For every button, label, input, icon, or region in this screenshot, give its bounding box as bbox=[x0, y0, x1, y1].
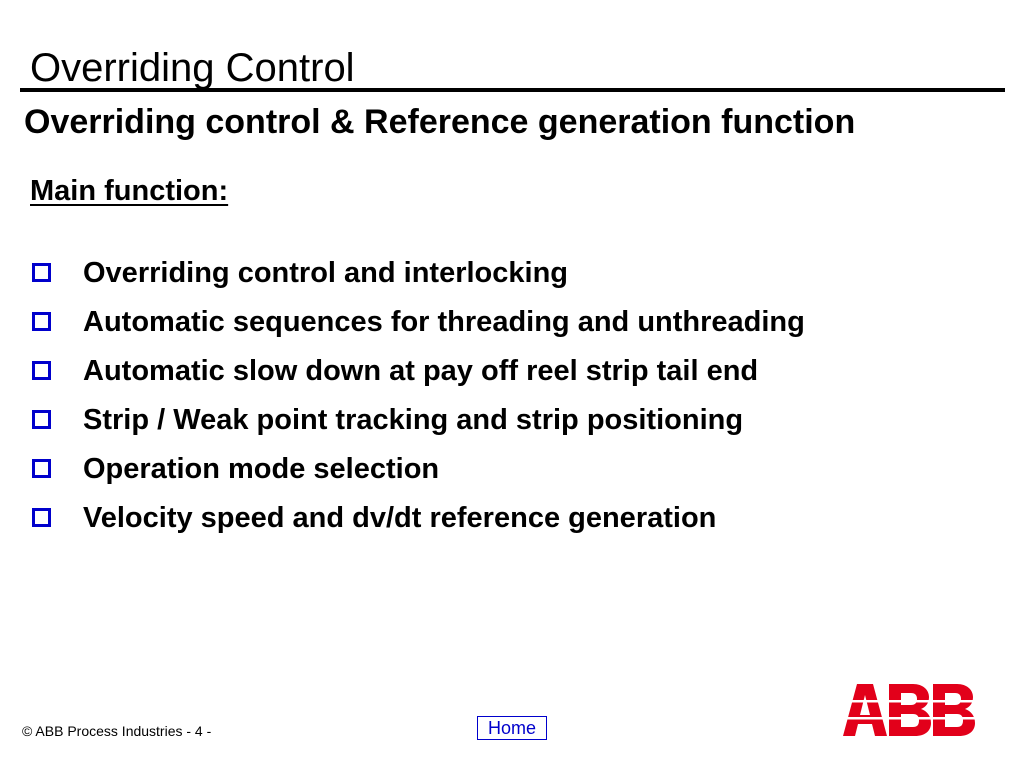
bullet-item bbox=[32, 346, 805, 395]
bullet-text: Velocity speed and dv/dt reference generation bbox=[83, 501, 717, 534]
bullet-text: Operation mode selection bbox=[83, 452, 440, 485]
hollow-square-bullet-icon bbox=[32, 312, 51, 331]
slide-subtitle: Overriding control & Reference generation function bbox=[24, 103, 856, 141]
bullet-text: Automatic sequences for threading and unthreading bbox=[83, 305, 805, 338]
title-underline-rule bbox=[20, 88, 1005, 92]
main-function-bullet-list bbox=[32, 248, 805, 542]
hollow-square-bullet-icon bbox=[32, 263, 51, 282]
bullet-item bbox=[32, 248, 805, 297]
hollow-square-bullet-icon bbox=[32, 459, 51, 478]
slide-title: Overriding Control bbox=[30, 46, 355, 90]
hollow-square-bullet-icon bbox=[32, 508, 51, 527]
home-link-button[interactable]: Home bbox=[477, 716, 547, 740]
bullet-text: Automatic slow down at pay off reel strip tail end bbox=[83, 354, 759, 387]
section-heading-main-function: Main function: bbox=[30, 175, 229, 207]
bullet-item bbox=[32, 395, 805, 444]
bullet-item bbox=[32, 493, 805, 542]
bullet-item bbox=[32, 297, 805, 346]
hollow-square-bullet-icon bbox=[32, 361, 51, 380]
bullet-item bbox=[32, 444, 805, 493]
bullet-text: Overriding control and interlocking bbox=[83, 256, 568, 289]
bullet-text: Strip / Weak point tracking and strip positioning bbox=[83, 403, 744, 436]
hollow-square-bullet-icon bbox=[32, 410, 51, 429]
abb-logo bbox=[843, 684, 975, 736]
footer-copyright: © ABB Process Industries - 4 - bbox=[22, 723, 212, 739]
